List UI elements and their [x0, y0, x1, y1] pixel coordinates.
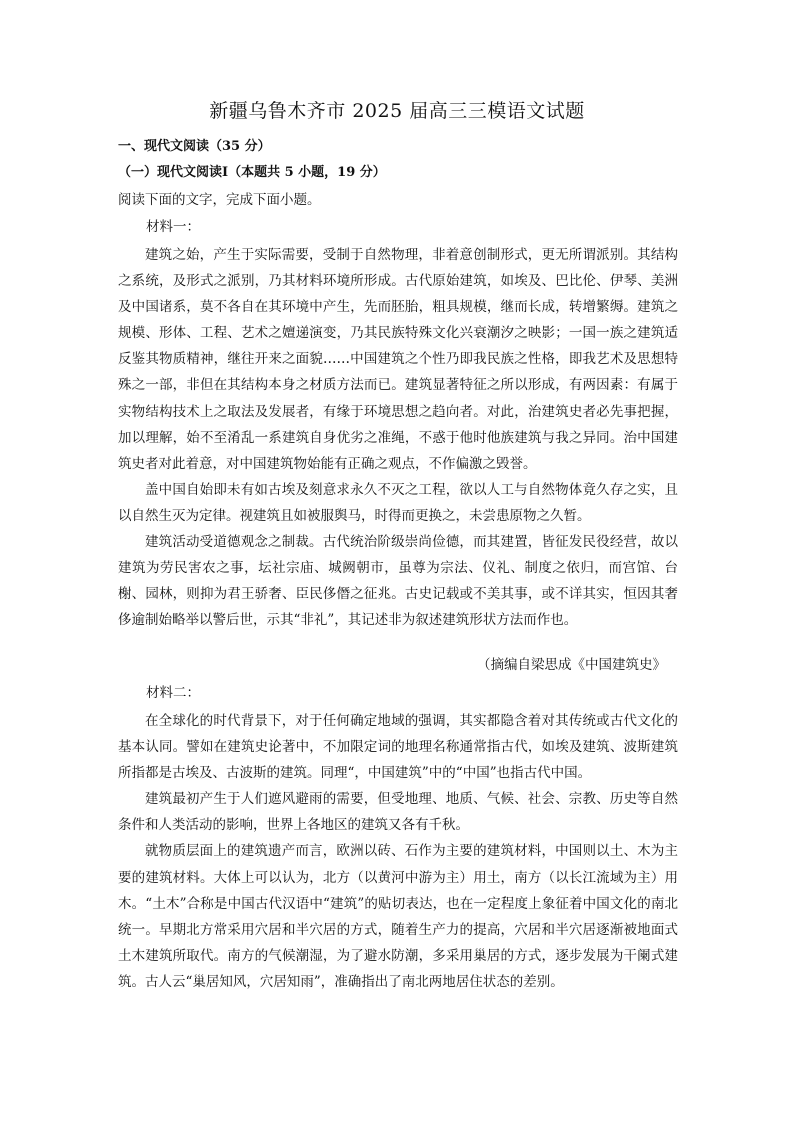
paragraph: 建筑最初产生于人们遮风避雨的需要，但受地理、地质、气候、社会、宗教、历史等自然条件和人类活动的影响，世界上各地区的建筑又各有千秋。: [118, 791, 678, 834]
subsection-heading: （一）现代文阅读Ⅰ（本题共 5 小题，19 分）: [118, 165, 386, 180]
material-one-body: [118, 242, 678, 633]
source-citation: （摘编自梁思成《中国建筑史》: [477, 657, 666, 673]
section-heading: 一、现代文阅读（35 分）: [118, 139, 271, 154]
material-one-label: 材料一：: [146, 219, 200, 235]
paragraph: 建筑活动受道德观念之制裁。古代统治阶级崇尚俭德，而其建置，皆征发民役经营，故以建筑为劳民害农之事，坛社宗庙、城阙朝市，虽尊为宗法、仪礼、制度之依归，而宫馆、台榭、园林，则抑为君王骄奢、臣民侈僭之征兆。古史记载或不美其事，或不详其实，恒因其奢侈逾制始略举以警后世，示其“非礼”，其记述非为叙述建筑形状方法而作也。: [118, 534, 678, 629]
document-title: 新疆乌鲁木齐市 2025 届高三三模语文试题: [209, 100, 585, 122]
material-two-body: [118, 708, 678, 995]
paragraph: 就物质层面上的建筑遗产而言，欧洲以砖、石作为主要的建筑材料，中国则以土、木为主要的建筑材料。大体上可以认为，北方（以黄河中游为主）用土，南方（以长江流域为主）用木。“土木”合称是中国古代汉语中“建筑”的贴切表达，也在一定程度上象征着中国文化的南北统一。早期北方常采用穴居和半穴居的方式，随着生产力的提高，穴居和半穴居逐渐被地面式土木建筑所取代。南方的气候潮湿，为了避水防潮，多采用巢居的方式，逐步发展为干阑式建筑。古人云“巢居知风，穴居知雨”，准确指出了南北两地居住状态的差别。: [118, 843, 678, 990]
instruction-text: 阅读下面的文字，完成下面小题。: [118, 192, 321, 208]
paragraph: 盖中国自始即未有如古埃及刻意求永久不灭之工程，欲以人工与自然物体竟久存之实，且以自然生灭为定律。视建筑且如被服舆马，时得而更换之，未尝患原物之久暂。: [118, 481, 678, 524]
material-two-label: 材料二：: [146, 685, 200, 701]
paragraph: 在全球化的时代背景下，对于任何确定地域的强调，其实都隐含着对其传统或古代文化的基本认同。譬如在建筑史论著中，不加限定词的地理名称通常指古代，如埃及建筑、波斯建筑所指都是古埃及、古波斯的建筑。同理“，中国建筑”中的“中国”也指古代中国。: [118, 713, 678, 782]
paragraph: 建筑之始，产生于实际需要，受制于自然物理，非着意创制形式，更无所谓派别。其结构之系统，及形式之派别，乃其材料环境所形成。古代原始建筑，如埃及、巴比伦、伊琴、美洲及中国诸系，莫不各自在其环境中产生，先而胚胎，粗具规模，继而长成，转增繁缛。建筑之规模、形体、工程、艺术之嬗递演变，乃其民族特殊文化兴衰潮汐之映影；一国一族之建筑适反鉴其物质精神，继往开来之面貌……中国建筑之个性乃即我民族之性格，即我艺术及思想特殊之一部，非但在其结构本身之材质方法而已。建筑显著特征之所以形成，有两因素：有属于实物结构技术上之取法及发展者，有缘于环境思想之趋向者。对此，治建筑史者必先事把握，加以理解，始不至淆乱一系建筑自身优劣之准绳，不惑于他时他族建筑与我之异同。治中国建筑史者对此着意，对中国建筑物始能有正确之观点，不作偏激之毁誉。: [118, 247, 678, 472]
